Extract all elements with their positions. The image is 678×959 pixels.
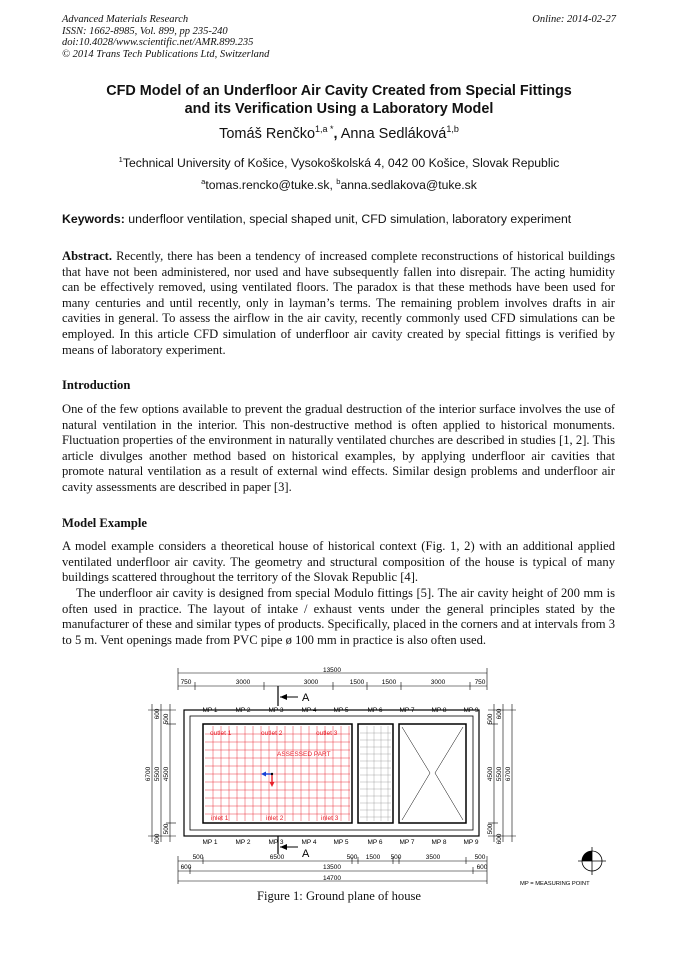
mp-bottom-label: MP 5 bbox=[333, 839, 349, 846]
dim-left-value: 5500 bbox=[154, 766, 161, 782]
dim-bottom-value: 3500 bbox=[425, 854, 441, 861]
mp-bottom-label: MP 8 bbox=[431, 839, 447, 846]
mp-top-labels bbox=[202, 707, 478, 714]
introduction-paragraph: One of the few options available to prevent the gradual destruction of the interior surface involves the use of natural ventilation in the interior. This non-destructive method is often applied to historical monuments. Fluctuation properties of the environment in naturally ventilated churches are described in studies [1, 2]. This article divulges another method based on historical examples, by applying underfloor air cavities that promote natural ventilation as a result of external wind effects. Similar design problems and underfloor air cavity assessments are described in paper [3]. bbox=[62, 402, 615, 494]
mp-top-label: MP 9 bbox=[463, 707, 479, 714]
dim-bottom-value: 6500 bbox=[269, 854, 285, 861]
author-1-affil: 1,a * bbox=[315, 124, 334, 135]
doi-line: doi:10.4028/www.scientific.net/AMR.899.235 bbox=[62, 37, 254, 48]
mp-top-label: MP 8 bbox=[431, 707, 447, 714]
dim-right-value: 600 bbox=[496, 708, 503, 720]
orientation-symbol bbox=[578, 847, 606, 875]
model-example-heading: Model Example bbox=[62, 516, 148, 530]
room-3-diagonals bbox=[402, 727, 463, 820]
dim-top-total: 13500 bbox=[322, 667, 342, 674]
keywords bbox=[62, 212, 622, 226]
title-line-2: and its Verification Using a Laboratory Model bbox=[184, 101, 494, 117]
introduction-heading: Introduction bbox=[62, 378, 131, 392]
room-grid bbox=[360, 726, 391, 821]
email-a-marker: a bbox=[201, 176, 206, 186]
vent-labels bbox=[210, 730, 339, 822]
dim-bottom-total: 14700 bbox=[322, 875, 342, 882]
mp-top-label: MP 7 bbox=[399, 707, 415, 714]
mp-top-label: MP 5 bbox=[333, 707, 349, 714]
affiliation-text: Technical University of Košice, Vysokoškolská 4, 042 00 Košice, Slovak Republic bbox=[122, 156, 560, 170]
dim-right-value: 500 bbox=[487, 713, 494, 725]
dim-top-value: 750 bbox=[474, 679, 486, 686]
inlet-label: inlet 1 bbox=[211, 815, 229, 822]
title-line-1: CFD Model of an Underfloor Air Cavity Created from Special Fittings bbox=[106, 83, 572, 99]
ground-plan-figure bbox=[130, 664, 610, 886]
mp-top-label: MP 1 bbox=[202, 707, 218, 714]
mp-bottom-label: MP 1 bbox=[202, 839, 218, 846]
dim-left-values bbox=[145, 708, 170, 844]
outlet-label: outlet 2 bbox=[261, 730, 283, 737]
model-paragraph-2: The underfloor air cavity is designed from special Modulo fittings [5]. The air cavity height of 200 mm is often used in practice. The layout of intake / exhaust vents under the general principles stated by the manufacturer of these and similar types of products. Specifically, placed in the corners and at intervals from 3 to 5 m. Vent openings made from PVC pipe ø 100 mm in practice is also often used. bbox=[62, 586, 615, 647]
mp-top-label: MP 4 bbox=[301, 707, 317, 714]
affiliation-number: 1 bbox=[118, 154, 123, 164]
issn-line: ISSN: 1662-8985, Vol. 899, pp 235-240 bbox=[62, 25, 228, 37]
keywords-label: Keywords: bbox=[62, 212, 125, 226]
running-header bbox=[62, 14, 269, 60]
keywords-text: underfloor ventilation, special shaped unit, CFD simulation, laboratory experiment bbox=[124, 212, 572, 226]
dim-top-value: 750 bbox=[180, 679, 192, 686]
assessed-grid bbox=[205, 726, 350, 821]
section-marker-top bbox=[278, 686, 310, 706]
email-b-marker: b bbox=[336, 176, 341, 186]
dim-left-value: 6700 bbox=[145, 766, 152, 782]
email-a[interactable]: tomas.rencko@tuke.sk, bbox=[205, 178, 337, 192]
dim-top-value: 3000 bbox=[235, 679, 251, 686]
abstract-paragraph bbox=[62, 249, 615, 358]
dim-bottom-value: 500 bbox=[346, 854, 358, 861]
dim-bottom-value: 500 bbox=[474, 854, 486, 861]
inlet-label: inlet 2 bbox=[266, 815, 284, 822]
dim-top-value: 1500 bbox=[381, 679, 397, 686]
email-line bbox=[62, 178, 616, 192]
outlet-label: outlet 1 bbox=[210, 730, 232, 737]
mp-bottom-labels bbox=[202, 839, 478, 846]
journal-name: Advanced Materials Research bbox=[62, 14, 189, 25]
dim-bottom-value: 1500 bbox=[365, 854, 381, 861]
mp-bottom-label: MP 4 bbox=[301, 839, 317, 846]
dim-left-value: 600 bbox=[154, 833, 161, 845]
author-separator: , bbox=[333, 126, 338, 142]
affiliation bbox=[62, 156, 616, 170]
axis-arrows bbox=[261, 772, 275, 788]
email-b[interactable]: anna.sedlakova@tuke.sk bbox=[340, 178, 477, 192]
dim-left-value: 500 bbox=[163, 713, 170, 725]
dim-right-value: 6700 bbox=[505, 766, 512, 782]
author-list bbox=[62, 126, 616, 142]
left-dimension-lines bbox=[148, 704, 176, 845]
dim-bottom-values bbox=[181, 854, 488, 882]
section-label-bottom: A bbox=[302, 848, 310, 860]
abstract-label: Abstract. bbox=[62, 249, 113, 263]
dim-right-values bbox=[487, 708, 512, 844]
figure-caption: Figure 1: Ground plane of house bbox=[256, 889, 422, 903]
author-1: Tomáš Renčko bbox=[219, 126, 316, 142]
dim-bottom-value: 600 bbox=[180, 864, 192, 871]
assessed-part-label: ASSESSED PART bbox=[277, 751, 331, 758]
dim-right-value: 5500 bbox=[496, 766, 503, 782]
dim-left-value: 500 bbox=[163, 823, 170, 835]
copyright-line: © 2014 Trans Tech Publications Ltd, Switzerland bbox=[62, 48, 270, 60]
inlet-label: inlet 3 bbox=[321, 815, 339, 822]
section-label-top: A bbox=[302, 692, 310, 704]
mp-bottom-label: MP 7 bbox=[399, 839, 415, 846]
measuring-point-legend: MP = MEASURING POINT bbox=[520, 881, 590, 886]
dim-bottom-value: 500 bbox=[192, 854, 204, 861]
mp-bottom-label: MP 6 bbox=[367, 839, 383, 846]
dim-bottom-value: 13500 bbox=[322, 864, 342, 871]
abstract-text: Recently, there has been a tendency of increased complete reconstructions of historical buildings that have not been administered, nor used and have subsequently fallen into disrepair. The acting humidity can be effectively removed, using ventilated floors. The paradox is that these methods have been used for many centuries and until recently, only in layman’s terms. The remaining problem involves drafts in air cavities in general. To assess the airflow in the air cavity, recently commonly used CFD simulations can be employed. In this article CFD simulation of underfloor air cavity created by special fittings is verified by means of laboratory experiment. bbox=[62, 249, 615, 357]
dim-top-value: 1500 bbox=[349, 679, 365, 686]
mp-bottom-label: MP 2 bbox=[235, 839, 251, 846]
online-date: Online: 2014-02-27 bbox=[532, 14, 616, 25]
room-1 bbox=[203, 724, 352, 823]
dim-top-value: 3000 bbox=[303, 679, 319, 686]
mp-top-label: MP 3 bbox=[268, 707, 284, 714]
model-paragraph-1: A model example considers a theoretical house of historical context (Fig. 1, 2) with an additional applied ventilated underfloor air cavity. The geometry and structural composition of the house is typical of many buildings scattered throughout the territory of the Slovak Republic [4]. bbox=[62, 539, 615, 585]
dim-bottom-value: 600 bbox=[476, 864, 488, 871]
dim-top-value: 3000 bbox=[430, 679, 446, 686]
mp-bottom-label: MP 9 bbox=[463, 839, 479, 846]
room-2 bbox=[358, 724, 393, 823]
paper-title bbox=[62, 82, 616, 118]
mp-top-label: MP 6 bbox=[367, 707, 383, 714]
outlet-label: outlet 3 bbox=[316, 730, 338, 737]
dim-right-value: 4500 bbox=[487, 766, 494, 782]
mp-bottom-label: MP 3 bbox=[268, 839, 284, 846]
author-2-affil: 1,b bbox=[446, 124, 459, 135]
mp-top-label: MP 2 bbox=[235, 707, 251, 714]
dim-bottom-value: 500 bbox=[390, 854, 402, 861]
dim-right-value: 500 bbox=[487, 823, 494, 835]
author-2: Anna Sedláková bbox=[340, 126, 447, 142]
dim-left-value: 4500 bbox=[163, 766, 170, 782]
dim-right-value: 600 bbox=[496, 833, 503, 845]
dim-left-value: 600 bbox=[154, 708, 161, 720]
